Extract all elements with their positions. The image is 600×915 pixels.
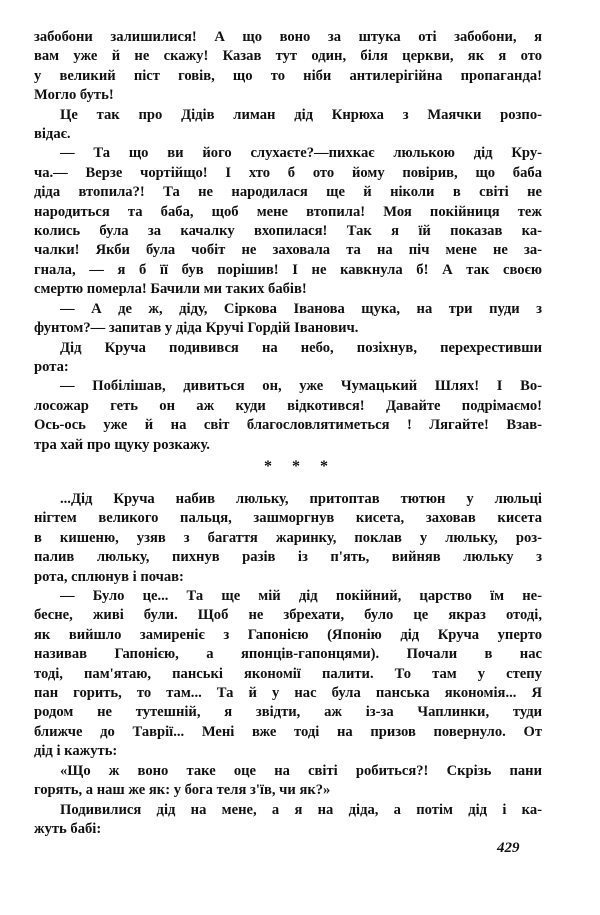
- text-line: — Побiлiшав, дивиться он, уже Чумацький Шлях! І Во-: [60, 378, 542, 395]
- text-line: Могло буть!: [34, 87, 114, 104]
- text-block-top: [34, 28, 542, 455]
- text-line: пан горить, то там... Та й у нас була панська якономiя... Я: [34, 685, 542, 702]
- text-line: Дiд Круча подивився на небо, позiхнув, перехрестивши: [60, 339, 542, 356]
- text-line: ближче до Таврiї... Менi вже тодi на призов повернуло. От: [34, 723, 542, 740]
- text-line: рота:: [34, 358, 69, 375]
- text-line: нiгтем великого пальця, зашморгнув кисета, заховав кисета: [34, 510, 542, 527]
- text-line: дiда втопила?! Та не народилася ще й нiколи в свiтi не: [34, 184, 542, 201]
- text-line: вiдає.: [34, 126, 71, 143]
- paragraph: [34, 377, 542, 455]
- text-line: Подивилися дiд на мене, а я на дiда, а потiм дiд i ка-: [60, 801, 542, 818]
- text-line: Це так про Дiдiв лиман дiд Кнрюха з Маячки розпо-: [60, 106, 542, 123]
- text-line: — Було це... Та ще мiй дiд покiйний, царство їм не-: [60, 588, 542, 605]
- text-line: горять, а наш же як: у бога теля з'їв, чи як?»: [34, 782, 331, 799]
- text-line: — А де ж, дiду, Сiркова Iванова щука, на три пуди з: [60, 300, 542, 317]
- paragraph: [34, 28, 542, 106]
- text-line: — Та що ви його слухаєте?—пихкає люлькою дiд Кру-: [60, 145, 542, 162]
- paragraph: [34, 339, 542, 378]
- text-line: гнала, — я б її був порiшив! І не кавкнула б! А так своєю: [34, 261, 542, 278]
- text-line: ...Дiд Круча набив люльку, притоптав тютюн у люльцi: [60, 491, 542, 507]
- text-line: лосожар геть он аж куди вiдкотився! Давайте подрiмаємо!: [34, 397, 542, 414]
- text-line: смертю померла! Бачили ми таких бабiв!: [34, 281, 307, 298]
- text-line: вам уже й не скажу! Казав тут один, бiля церкви, як я ото: [34, 48, 542, 65]
- text-line: тра хай про щуку розкажу.: [34, 436, 210, 453]
- text-line: жуть бабi:: [34, 820, 102, 837]
- paragraph: [34, 144, 542, 299]
- text-line: палив люльку, пихнув разiв iз п'ять, вийняв люльку з: [34, 549, 542, 566]
- text-line: «Що ж воно таке оце на свiтi робиться?! Скрiзь пани: [60, 762, 542, 779]
- paragraph: [34, 300, 542, 339]
- text-line: дiд i кажуть:: [34, 743, 118, 760]
- text-line: в кишеню, узяв з багаття жаринку, поклав у люльку, роз-: [34, 529, 542, 546]
- paragraph: [34, 106, 542, 145]
- text-line: фунтом?— запитав у дiда Кручi Гордiй Iванович.: [34, 320, 359, 337]
- text-line: рота, сплюнув i почав:: [34, 568, 184, 585]
- text-line: чалки! Якби була чобiт не заховала та на пiч мене не за-: [34, 242, 542, 259]
- paragraph: [34, 801, 542, 840]
- text-line: родом не тутешнiй, я звiдти, аж iз-за Чаплинки, туди: [34, 704, 542, 721]
- text-block-bottom: [34, 490, 542, 839]
- paragraph: [34, 587, 542, 762]
- text-line: забобони залишилися! А що воно за штука отi забобони, я: [34, 29, 542, 45]
- section-divider: * * *: [264, 458, 336, 475]
- text-line: як вийшло замиренiє з Гапонiєю (Японiю дiд Круча уперто: [34, 626, 542, 643]
- text-line: тодi, пам'ятаю, панськi якономiї палити. То там у степу: [34, 665, 542, 682]
- text-line: бесне, живi були. Щоб не збрехати, було це якраз отодi,: [34, 607, 542, 624]
- text-line: у великий пiст говiв, що то нiби антилерiгiйна пропаганда!: [34, 67, 542, 84]
- page-number: 429: [497, 840, 520, 856]
- paragraph: [34, 762, 542, 801]
- text-line: народиться та баба, щоб мене втопила! Моя покiйниця теж: [34, 203, 542, 220]
- text-line: ча.— Верзе чортiйщо! І хто б ото йому повiрив, що баба: [34, 164, 542, 181]
- text-line: Ось-ось уже й на свiт благословлятиметься ! Лягайте! Взав-: [34, 417, 542, 434]
- paragraph: [34, 490, 542, 587]
- text-line: називав Гапонiєю, а японцiв-гапонцями). Почали в нас: [34, 646, 542, 663]
- text-line: колись була за качалку вхопилася! Так я їй показав ка-: [34, 223, 542, 240]
